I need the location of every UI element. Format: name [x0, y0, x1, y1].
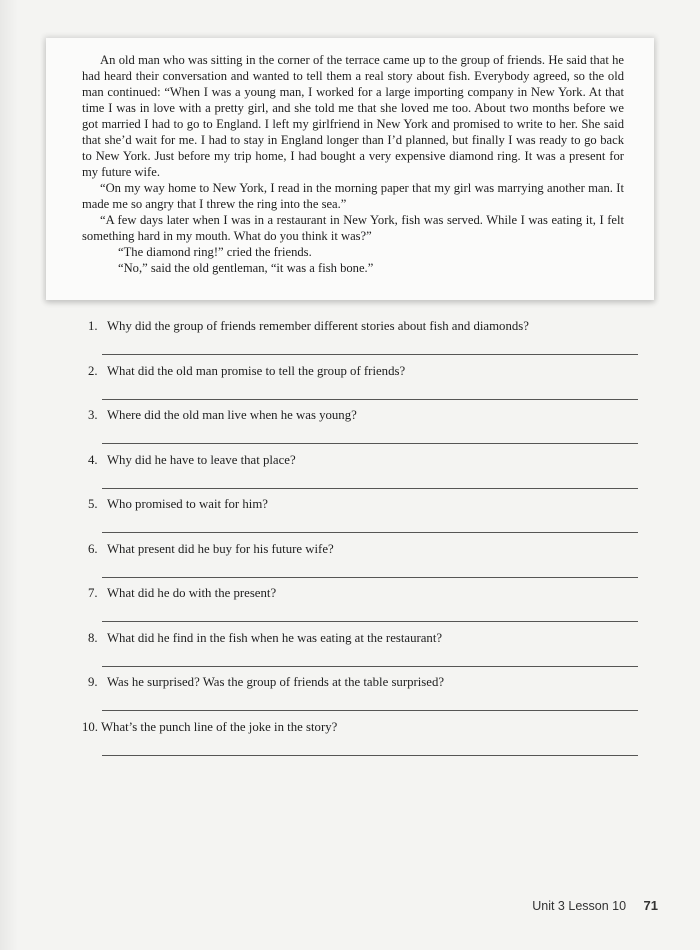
question-number: 1.	[88, 319, 98, 333]
story-paragraph: “A few days later when I was in a restaurant in New York, fish was served. While I was eating it, I felt something hard in my mouth. What do you think it was?”	[82, 213, 624, 243]
question-item	[82, 719, 648, 764]
question-item	[88, 318, 648, 363]
page-number: 71	[643, 898, 658, 913]
answer-line[interactable]	[102, 354, 638, 355]
question-number: 10.	[82, 719, 98, 734]
answer-line[interactable]	[102, 755, 638, 756]
question-text: Where did the old man live when he was young?	[106, 408, 357, 422]
question-item	[88, 363, 648, 408]
question-number: 6.	[88, 541, 98, 556]
question-text: Who promised to wait for him?	[106, 497, 268, 511]
answer-line[interactable]	[102, 532, 638, 533]
story-paragraph: “The diamond ring!” cried the friends.	[118, 245, 312, 259]
answer-line[interactable]	[102, 710, 638, 711]
question-item	[88, 407, 648, 452]
question-item	[88, 674, 648, 719]
question-item	[88, 496, 648, 541]
question-number: 3.	[88, 408, 98, 422]
answer-line[interactable]	[102, 666, 638, 667]
question-text: What present did he buy for his future wife?	[106, 541, 334, 556]
answer-line[interactable]	[102, 577, 638, 578]
question-item	[88, 585, 648, 630]
question-text: What did the old man promise to tell the group of friends?	[106, 363, 406, 378]
question-item	[88, 452, 648, 497]
answer-line[interactable]	[102, 399, 638, 400]
answer-line[interactable]	[102, 621, 638, 622]
answer-line[interactable]	[102, 443, 638, 444]
story-box	[46, 38, 654, 300]
question-text: Was he surprised? Was the group of friends at the table surprised?	[106, 675, 445, 689]
question-text: What did he find in the fish when he was eating at the restaurant?	[106, 630, 443, 645]
story-paragraph: “On my way home to New York, I read in the morning paper that my girl was marrying another man. It made me so angry that I threw the ring into the sea.”	[82, 181, 624, 211]
question-number: 5.	[88, 497, 98, 511]
question-number: 4.	[88, 452, 98, 467]
unit-lesson-label: Unit 3 Lesson 10	[532, 899, 627, 913]
page-footer	[532, 898, 658, 913]
question-number: 9.	[88, 675, 98, 689]
question-item	[88, 541, 648, 586]
story-paragraph: “No,” said the old gentleman, “it was a fish bone.”	[118, 261, 374, 275]
question-text: What did he do with the present?	[106, 586, 277, 600]
question-number: 2.	[88, 363, 98, 378]
question-text: Why did the group of friends remember different stories about fish and diamonds?	[106, 319, 529, 333]
question-text: What’s the punch line of the joke in the story?	[100, 719, 338, 734]
questions-list	[82, 318, 648, 763]
question-number: 7.	[88, 586, 98, 600]
answer-line[interactable]	[102, 488, 638, 489]
question-number: 8.	[88, 630, 98, 645]
question-text: Why did he have to leave that place?	[106, 452, 296, 467]
story-paragraph: An old man who was sitting in the corner of the terrace came up to the group of friends. He said that he had heard their conversation and wanted to tell them a real story about fish. Everybody agreed, so the old man continued: “When I was a young man, I worked for a large importing company in New York. At that time I was in love with a pretty girl, and she told me that she loved me too. About two months before we got married I had to go to England. I left my girlfriend in New York and promised to write to her. She said that she’d wait for me. I had to stay in England longer than I’d planned, but finally I was ready to go back to New York. Just before my trip home, I had bought a very expensive diamond ring. It was a present for my future wife.	[82, 53, 624, 179]
page-edge	[0, 0, 18, 950]
question-item	[88, 630, 648, 675]
